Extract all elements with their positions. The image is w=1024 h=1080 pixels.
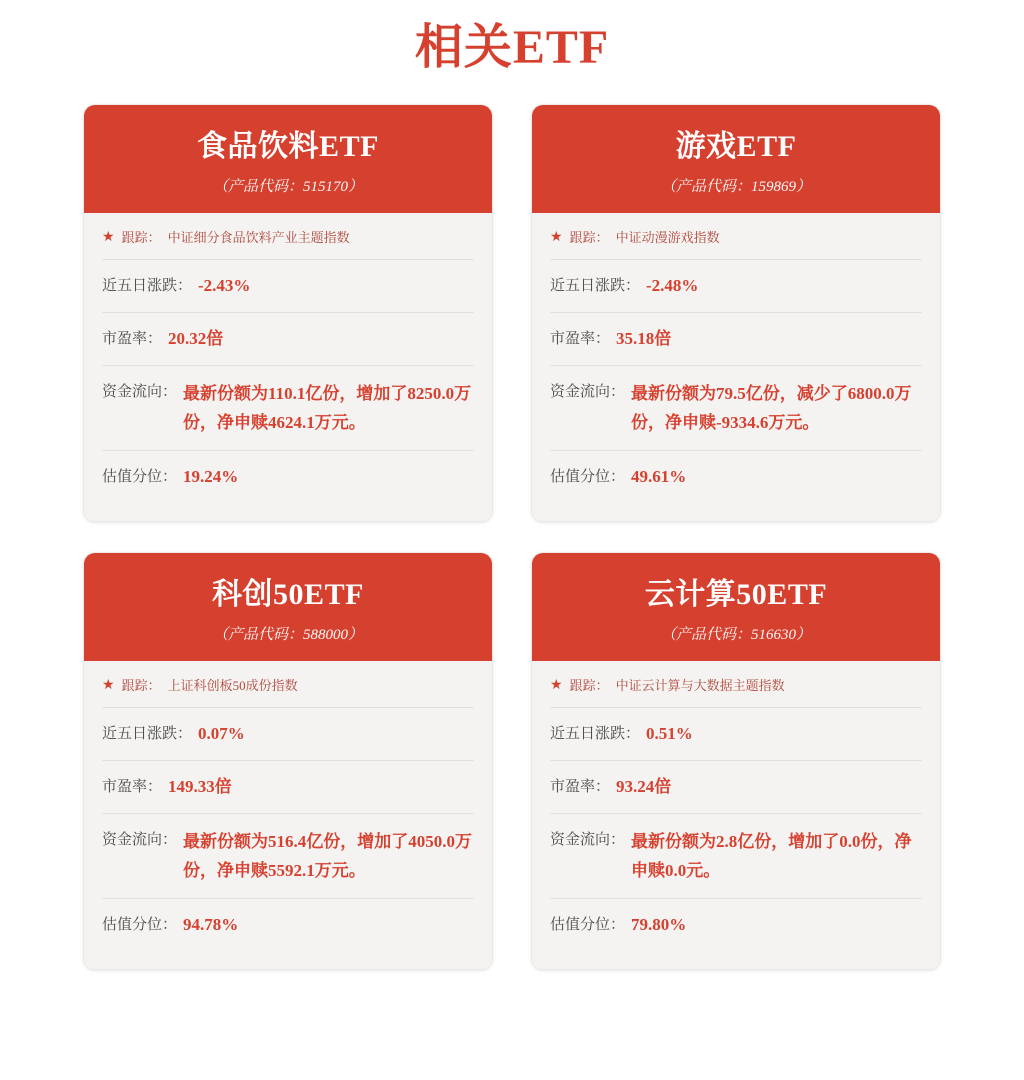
metric-label: 近五日涨跌： <box>550 726 641 742</box>
metric-five-day <box>550 260 922 313</box>
etf-name: 游戏ETF <box>675 130 797 163</box>
metric-label: 近五日涨跌： <box>550 278 641 294</box>
etf-name: 食品饮料ETF <box>197 130 379 163</box>
metric-value: 20.32倍 <box>168 329 224 348</box>
etf-track-label: 跟踪： <box>569 230 609 245</box>
metric-label: 资金流向： <box>550 832 626 848</box>
etf-track-index: 中证云计算与大数据主题指数 <box>615 678 785 693</box>
etf-track-label: 跟踪： <box>569 678 609 693</box>
metric-five-day <box>102 708 474 761</box>
metric-value: 35.18倍 <box>616 329 672 348</box>
metric-value: 最新份额为110.1亿份，增加了8250.0万份，净申赎4624.1万元。 <box>183 384 472 432</box>
metric-valuation <box>102 451 474 503</box>
metric-valuation <box>102 899 474 951</box>
metric-pe <box>550 313 922 366</box>
etf-track-index: 中证动漫游戏指数 <box>615 230 720 245</box>
etf-card-body <box>84 213 492 521</box>
metric-value: 94.78% <box>183 915 239 934</box>
metric-value: 最新份额为516.4亿份，增加了4050.0万份，净申赎5592.1万元。 <box>183 832 473 880</box>
metric-pe <box>550 761 922 814</box>
etf-track-row <box>550 229 922 260</box>
metric-value: 0.51% <box>646 724 693 743</box>
metric-fund-flow <box>102 366 474 451</box>
metric-fund-flow <box>550 366 922 451</box>
etf-card[interactable] <box>83 552 493 970</box>
etf-card[interactable] <box>83 104 493 522</box>
etf-card-body <box>532 213 940 521</box>
page-title: 相关ETF <box>414 21 610 74</box>
metric-fund-flow <box>102 814 474 899</box>
metric-five-day <box>550 708 922 761</box>
etf-card-header <box>84 105 492 213</box>
etf-name: 科创50ETF <box>212 578 364 611</box>
etf-card-header <box>532 553 940 661</box>
etf-product-code: （产品代码：515170） <box>212 179 363 195</box>
etf-track-row <box>102 229 474 260</box>
etf-track-index: 上证科创板50成份指数 <box>167 678 298 693</box>
metric-label: 估值分位： <box>550 917 626 933</box>
metric-value: 0.07% <box>198 724 245 743</box>
metric-valuation <box>550 899 922 951</box>
metric-label: 资金流向： <box>102 832 178 848</box>
etf-card-body <box>532 661 940 969</box>
etf-card-body <box>84 661 492 969</box>
metric-value: 79.80% <box>631 915 687 934</box>
etf-track-index: 中证细分食品饮料产业主题指数 <box>167 230 350 245</box>
metric-fund-flow <box>550 814 922 899</box>
etf-product-code: （产品代码：159869） <box>660 179 811 195</box>
metric-value: 最新份额为79.5亿份，减少了6800.0万份，净申赎-9334.6万元。 <box>631 384 912 432</box>
etf-track-label: 跟踪： <box>121 678 161 693</box>
etf-name: 云计算50ETF <box>644 578 828 611</box>
etf-card[interactable] <box>531 104 941 522</box>
etf-card-header <box>84 553 492 661</box>
star-icon: ★ <box>102 678 115 693</box>
star-icon: ★ <box>550 230 563 245</box>
metric-label: 市盈率： <box>550 779 611 795</box>
etf-product-code: （产品代码：516630） <box>660 627 811 643</box>
metric-pe <box>102 761 474 814</box>
metric-valuation <box>550 451 922 503</box>
metric-five-day <box>102 260 474 313</box>
metric-label: 近五日涨跌： <box>102 278 193 294</box>
star-icon: ★ <box>102 230 115 245</box>
star-icon: ★ <box>550 678 563 693</box>
metric-pe <box>102 313 474 366</box>
metric-label: 资金流向： <box>550 384 626 400</box>
etf-track-row <box>550 677 922 708</box>
metric-value: -2.48% <box>646 276 699 295</box>
metric-label: 估值分位： <box>102 917 178 933</box>
metric-label: 市盈率： <box>102 779 163 795</box>
metric-value: 19.24% <box>183 467 239 486</box>
etf-track-row <box>102 677 474 708</box>
metric-label: 市盈率： <box>102 331 163 347</box>
metric-value: 最新份额为2.8亿份，增加了0.0份，净申赎0.0元。 <box>631 832 912 880</box>
metric-label: 市盈率： <box>550 331 611 347</box>
metric-value: 149.33倍 <box>168 777 232 796</box>
metric-value: -2.43% <box>198 276 251 295</box>
etf-product-code: （产品代码：588000） <box>212 627 363 643</box>
metric-label: 估值分位： <box>550 469 626 485</box>
metric-label: 估值分位： <box>102 469 178 485</box>
etf-card-grid <box>0 104 1024 970</box>
metric-label: 资金流向： <box>102 384 178 400</box>
etf-track-label: 跟踪： <box>121 230 161 245</box>
etf-card[interactable] <box>531 552 941 970</box>
metric-label: 近五日涨跌： <box>102 726 193 742</box>
metric-value: 49.61% <box>631 467 687 486</box>
metric-value: 93.24倍 <box>616 777 672 796</box>
etf-card-header <box>532 105 940 213</box>
